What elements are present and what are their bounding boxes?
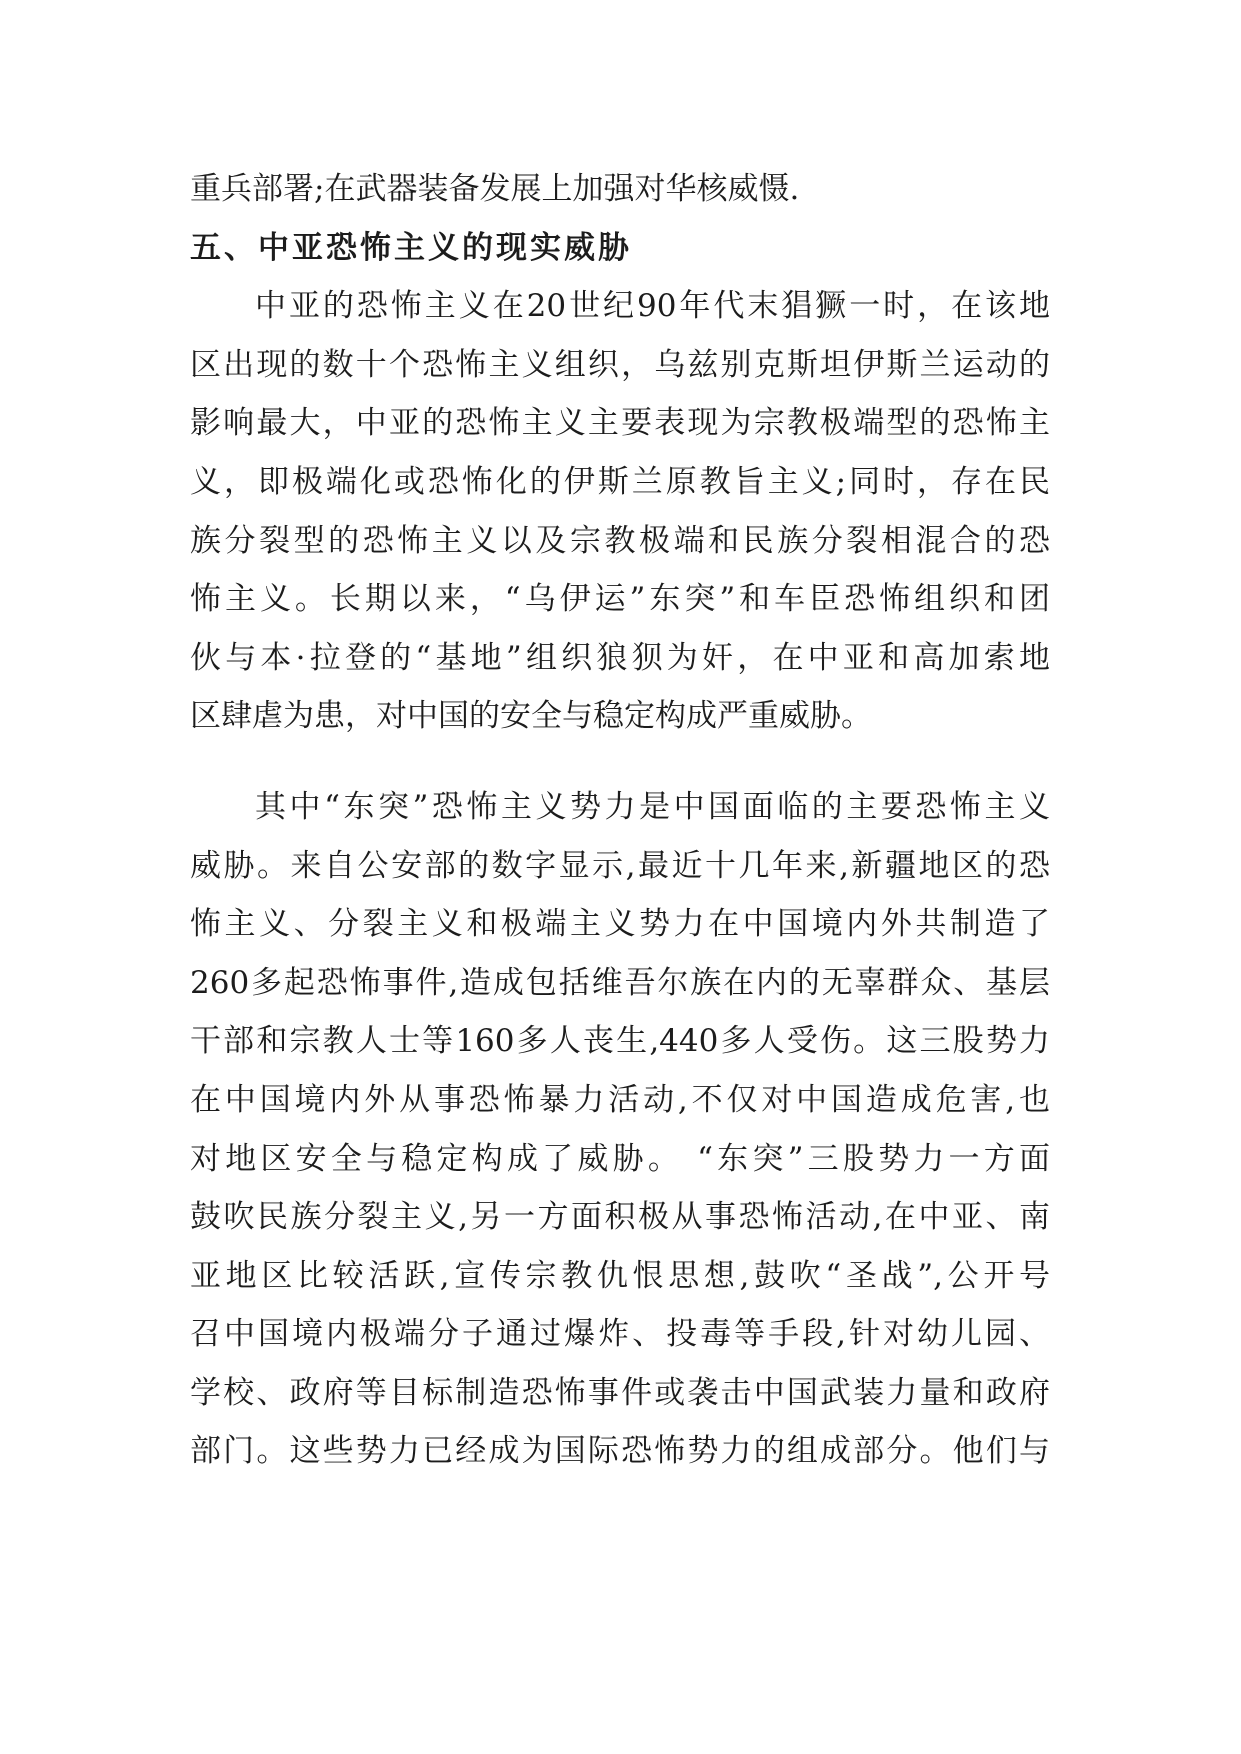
paragraph-line: 学校、政府等目标制造恐怖事件或袭击中国武装力量和政府 bbox=[190, 1374, 1050, 1411]
paragraph-1 bbox=[190, 277, 1050, 746]
paragraph-line: 族分裂型的恐怖主义以及宗教极端和民族分裂相混合的恐 bbox=[190, 522, 1050, 559]
paragraph-line: 区肆虐为患，对中国的安全与稳定构成严重威胁。 bbox=[190, 698, 872, 735]
paragraph-line: 260多起恐怖事件,造成包括维吾尔族在内的无辜群众、基层 bbox=[190, 964, 1050, 1001]
paragraph-line: 召中国境内极端分子通过爆炸、投毒等手段,针对幼儿园、 bbox=[190, 1316, 1050, 1353]
paragraph-line: 伙与本·拉登的“基地”组织狼狈为奸，在中亚和高加索地 bbox=[190, 639, 1050, 676]
document-page bbox=[190, 160, 1050, 1481]
paragraph-line: 在中国境内外从事恐怖暴力活动,不仅对中国造成危害,也 bbox=[190, 1081, 1050, 1118]
paragraph-line: 部门。这些势力已经成为国际恐怖势力的组成部分。他们与 bbox=[190, 1433, 1050, 1470]
paragraph-line: 义，即极端化或恐怖化的伊斯兰原教旨主义;同时，存在民 bbox=[190, 463, 1050, 500]
lead-line: 重兵部署;在武器装备发展上加强对华核威慑. bbox=[190, 171, 800, 207]
paragraph-line: 对地区安全与稳定构成了威胁。 “东突”三股势力一方面 bbox=[190, 1140, 1050, 1177]
paragraph-line: 鼓吹民族分裂主义,另一方面积极从事恐怖活动,在中亚、南 bbox=[190, 1199, 1050, 1236]
paragraph-line: 怖主义。长期以来，“乌伊运”东突”和车臣恐怖组织和团 bbox=[190, 581, 1050, 618]
paragraph-line: 怖主义、分裂主义和极端主义势力在中国境内外共制造了 bbox=[190, 906, 1050, 943]
paragraph-spacer bbox=[190, 746, 1050, 778]
paragraph-line: 区出现的数十个恐怖主义组织，乌兹别克斯坦伊斯兰运动的 bbox=[190, 346, 1050, 383]
paragraph-line: 中亚的恐怖主义在20世纪90年代末猖獗一时，在该地 bbox=[255, 288, 1050, 325]
paragraph-2 bbox=[190, 778, 1050, 1481]
section-heading: 五、中亚恐怖主义的现实威胁 bbox=[190, 229, 632, 266]
paragraph-line: 干部和宗教人士等160多人丧生,440多人受伤。这三股势力 bbox=[190, 1023, 1050, 1060]
paragraph-line: 亚地区比较活跃,宣传宗教仇恨思想,鼓吹“圣战”,公开号 bbox=[190, 1257, 1050, 1294]
paragraph-line: 影响最大，中亚的恐怖主义主要表现为宗教极端型的恐怖主 bbox=[190, 405, 1050, 442]
paragraph-line: 威胁。来自公安部的数字显示,最近十几年来,新疆地区的恐 bbox=[190, 847, 1050, 884]
paragraph-line: 其中“东突”恐怖主义势力是中国面临的主要恐怖主义 bbox=[255, 788, 1050, 825]
